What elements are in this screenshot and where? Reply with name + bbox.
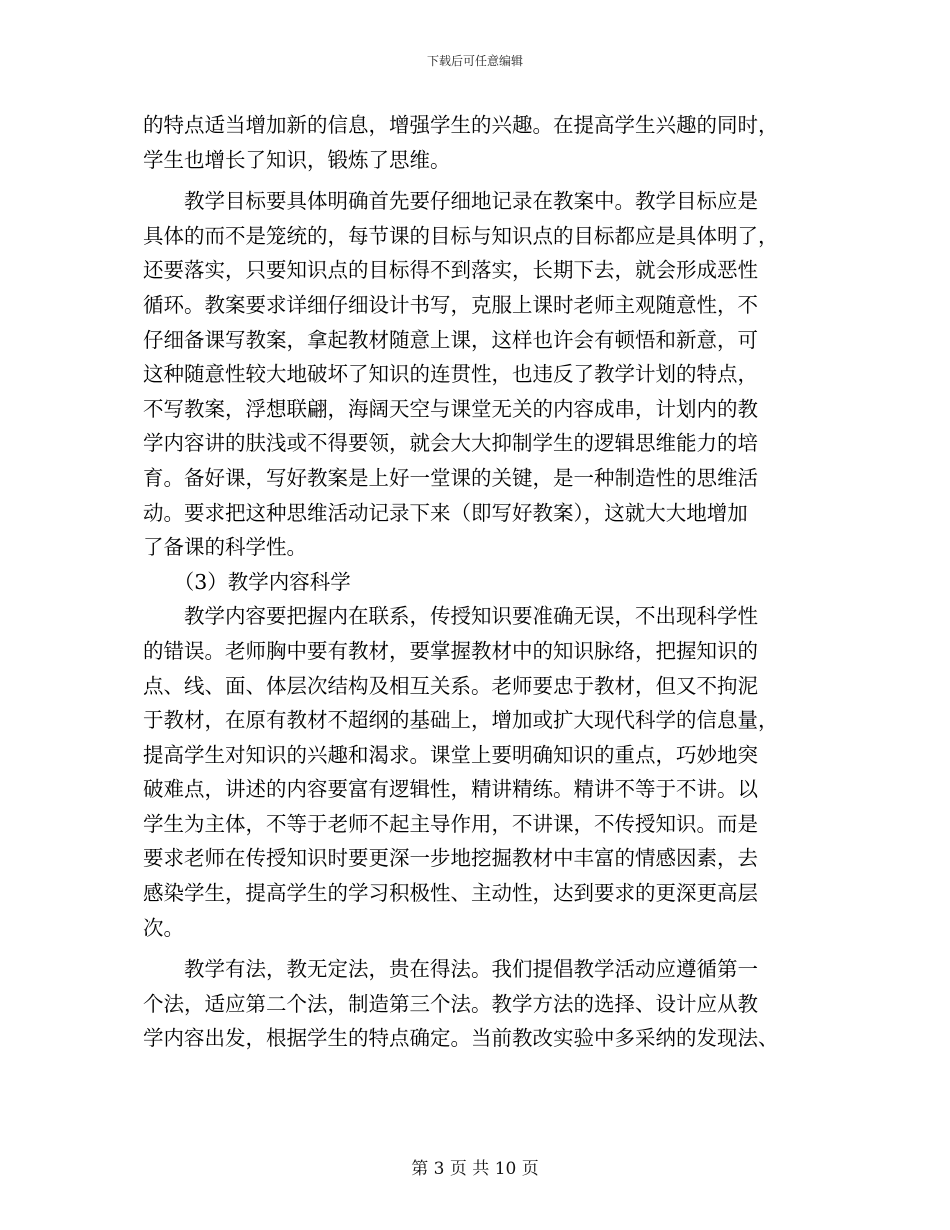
text-line: 于教材，在原有教材不超纲的基础上，增加或扩大现代科学的信息量， (143, 708, 779, 733)
text-line: 教学有法，教无定法，贵在得法。我们提倡教学活动应遵循第一 (143, 957, 758, 982)
text-line: 这种随意性较大地破坏了知识的连贯性，也违反了教学计划的特点， (143, 362, 758, 387)
paragraph (143, 108, 798, 177)
text-line: 点、线、面、体层次结构及相互关系。老师要忠于教材，但又不拘泥 (143, 673, 758, 698)
text-line: 要求老师在传授知识时要更深一步地挖掘教材中丰富的情感因素，去 (143, 846, 758, 871)
text-line: 次。 (143, 915, 184, 940)
text-line: 不写教案，浮想联翩，海阔天空与课堂无关的内容成串，计划内的教 (143, 396, 758, 421)
paragraph (143, 599, 798, 945)
text-line: 感染学生，提高学生的学习积极性、主动性，达到要求的更深更高层 (143, 881, 758, 906)
document-body (143, 108, 798, 1056)
text-line: 教学目标要具体明确首先要仔细地记录在教案中。教学目标应是 (143, 189, 758, 214)
text-line: 还要落实，只要知识点的目标得不到落实，长期下去，就会形成恶性 (143, 258, 758, 283)
text-line: 破难点，讲述的内容要富有逻辑性，精讲精练。精讲不等于不讲。以 (143, 777, 758, 802)
section-heading (143, 565, 798, 600)
text-line: 仔细备课写教案，拿起教材随意上课，这样也许会有顿悟和新意，可 (143, 327, 758, 352)
text-line: 具体的而不是笼统的，每节课的目标与知识点的目标都应是具体明了， (143, 223, 779, 248)
text-line: 了备课的科学性。 (143, 535, 307, 560)
text-line: 个法，适应第二个法，制造第三个法。教学方法的选择、设计应从教 (143, 991, 758, 1016)
text-line: 循环。教案要求详细仔细设计书写，克服上课时老师主观随意性，不 (143, 292, 758, 317)
page-header: 下载后可任意编辑 (426, 54, 523, 68)
text-line: 学生也增长了知识，锻炼了思维。 (143, 147, 451, 172)
text-line: 提高学生对知识的兴趣和渴求。课堂上要明确知识的重点，巧妙地突 (143, 742, 758, 767)
paragraph (143, 184, 798, 565)
text-line: 育。备好课，写好教案是上好一堂课的关键，是一种制造性的思维活 (143, 465, 758, 490)
text-line: 学内容讲的肤浅或不得要领，就会大大抑制学生的逻辑思维能力的培 (143, 431, 758, 456)
text-line: 的错误。老师胸中要有教材，要掌握教材中的知识脉络，把握知识的 (143, 638, 758, 663)
text-line: 动。要求把这种思维活动记录下来（即写好教案），这就大大地增加 (143, 500, 748, 525)
paragraph (143, 952, 798, 1056)
text-line: 学生为主体，不等于老师不起主导作用，不讲课，不传授知识。而是 (143, 811, 758, 836)
text-line: 学内容出发，根据学生的特点确定。当前教改实验中多采纳的发现法、 (143, 1026, 779, 1051)
page-footer: 第 3 页 共 10 页 (411, 1159, 539, 1179)
text-line: 教学内容要把握内在联系，传授知识要准确无误，不出现科学性 (143, 604, 758, 629)
text-line: 的特点适当增加新的信息，增强学生的兴趣。在提高学生兴趣的同时， (143, 113, 779, 137)
text-line: （3）教学内容科学 (143, 569, 351, 594)
